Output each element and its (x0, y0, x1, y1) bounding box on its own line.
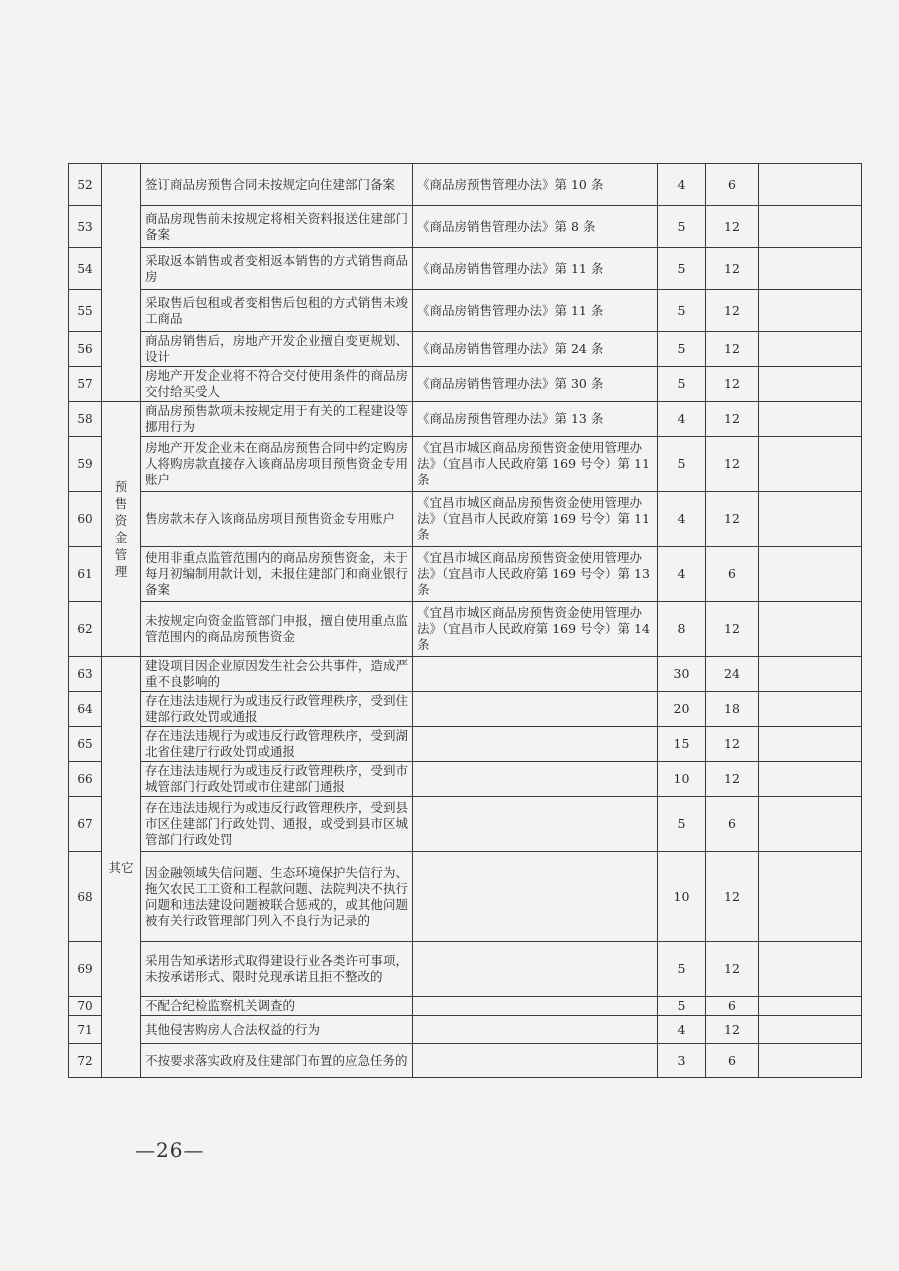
duration-value: 12 (706, 402, 759, 437)
legal-basis (413, 1016, 658, 1044)
violation-description: 存在违法违规行为或违反行政管理秩序，受到住建部行政处罚或通报 (141, 692, 413, 727)
legal-basis (413, 797, 658, 852)
remarks-cell (759, 492, 862, 547)
violation-description: 不配合纪检监察机关调查的 (141, 997, 413, 1016)
row-number: 64 (69, 692, 102, 727)
table-row (69, 727, 862, 762)
score-value: 4 (658, 164, 706, 206)
violation-description: 房地产开发企业未在商品房预售合同中约定购房人将购房款直接存入该商品房项目预售资金专用账户 (141, 437, 413, 492)
row-number: 65 (69, 727, 102, 762)
table-row (69, 332, 862, 367)
legal-basis (413, 727, 658, 762)
remarks-cell (759, 164, 862, 206)
table-row (69, 164, 862, 206)
duration-value: 12 (706, 206, 759, 248)
legal-basis (413, 997, 658, 1016)
remarks-cell (759, 602, 862, 657)
violation-description: 售房款未存入该商品房项目预售资金专用账户 (141, 492, 413, 547)
score-value: 5 (658, 997, 706, 1016)
table-row (69, 1044, 862, 1078)
duration-value: 12 (706, 942, 759, 997)
legal-basis: 《商品房预售管理办法》第 13 条 (413, 402, 658, 437)
duration-value: 6 (706, 1044, 759, 1078)
violation-description: 不按要求落实政府及住建部门布置的应急任务的 (141, 1044, 413, 1078)
score-value: 4 (658, 492, 706, 547)
duration-value: 12 (706, 852, 759, 942)
score-value: 20 (658, 692, 706, 727)
score-value: 30 (658, 657, 706, 692)
legal-basis: 《商品房预售管理办法》第 10 条 (413, 164, 658, 206)
violation-description: 采用告知承诺形式取得建设行业各类许可事项，未按承诺形式、限时兑现承诺且拒不整改的 (141, 942, 413, 997)
row-number: 54 (69, 248, 102, 290)
table-row (69, 547, 862, 602)
category-cell-presale-fund (102, 402, 141, 657)
row-number: 62 (69, 602, 102, 657)
duration-value: 6 (706, 164, 759, 206)
score-value: 4 (658, 1016, 706, 1044)
legal-basis (413, 692, 658, 727)
remarks-cell (759, 547, 862, 602)
row-number: 66 (69, 762, 102, 797)
duration-value: 6 (706, 547, 759, 602)
violation-description: 因金融领域失信问题、生态环境保护失信行为、拖欠农民工工资和工程款问题、法院判决不执行问题和违法建设问题被联合惩戒的，或其他问题被有关行政管理部门列入不良行为记录的 (141, 852, 413, 942)
duration-value: 12 (706, 1016, 759, 1044)
table-row (69, 290, 862, 332)
violation-description: 签订商品房预售合同未按规定向住建部门备案 (141, 164, 413, 206)
table-row (69, 692, 862, 727)
duration-value: 12 (706, 290, 759, 332)
row-number: 72 (69, 1044, 102, 1078)
row-number: 52 (69, 164, 102, 206)
remarks-cell (759, 290, 862, 332)
violation-description: 存在违法违规行为或违反行政管理秩序，受到湖北省住建厅行政处罚或通报 (141, 727, 413, 762)
page-number: —26— (135, 1138, 205, 1162)
duration-value: 12 (706, 248, 759, 290)
legal-basis: 《宜昌市城区商品房预售资金使用管理办法》（宜昌市人民政府第 169 号令）第 14 条 (413, 602, 658, 657)
table-row (69, 762, 862, 797)
score-value: 4 (658, 402, 706, 437)
remarks-cell (759, 248, 862, 290)
violation-description: 商品房现售前未按规定将相关资料报送住建部门备案 (141, 206, 413, 248)
row-number: 71 (69, 1016, 102, 1044)
duration-value: 18 (706, 692, 759, 727)
table-row (69, 402, 862, 437)
row-number: 57 (69, 367, 102, 402)
table-row (69, 852, 862, 942)
row-number: 67 (69, 797, 102, 852)
remarks-cell (759, 1044, 862, 1078)
score-value: 5 (658, 797, 706, 852)
violation-description: 未按规定向资金监管部门申报，擅自使用重点监管范围内的商品房预售资金 (141, 602, 413, 657)
row-number: 53 (69, 206, 102, 248)
remarks-cell (759, 797, 862, 852)
violation-description: 存在违法违规行为或违反行政管理秩序，受到市城管部门行政处罚或市住建部门通报 (141, 762, 413, 797)
remarks-cell (759, 437, 862, 492)
legal-basis (413, 852, 658, 942)
table-row (69, 367, 862, 402)
score-value: 4 (658, 547, 706, 602)
duration-value: 12 (706, 727, 759, 762)
remarks-cell (759, 402, 862, 437)
category-cell-other (102, 657, 141, 1078)
legal-basis: 《宜昌市城区商品房预售资金使用管理办法》（宜昌市人民政府第 169 号令）第 11 条 (413, 492, 658, 547)
score-value: 15 (658, 727, 706, 762)
violation-description: 房地产开发企业将不符合交付使用条件的商品房交付给买受人 (141, 367, 413, 402)
row-number: 69 (69, 942, 102, 997)
table-row (69, 797, 862, 852)
duration-value: 12 (706, 492, 759, 547)
row-number: 63 (69, 657, 102, 692)
remarks-cell (759, 692, 862, 727)
legal-basis: 《商品房销售管理办法》第 24 条 (413, 332, 658, 367)
score-value: 5 (658, 206, 706, 248)
table-row (69, 657, 862, 692)
legal-basis: 《商品房销售管理办法》第 30 条 (413, 367, 658, 402)
violation-description: 使用非重点监管范围内的商品房预售资金，未于每月初编制用款计划，未报住建部门和商业银行备案 (141, 547, 413, 602)
score-value: 8 (658, 602, 706, 657)
duration-value: 12 (706, 437, 759, 492)
score-value: 10 (658, 852, 706, 942)
table-row (69, 437, 862, 492)
violation-description: 采取返本销售或者变相返本销售的方式销售商品房 (141, 248, 413, 290)
score-value: 5 (658, 437, 706, 492)
legal-basis (413, 942, 658, 997)
remarks-cell (759, 762, 862, 797)
legal-basis: 《商品房销售管理办法》第 8 条 (413, 206, 658, 248)
score-value: 5 (658, 290, 706, 332)
score-value: 5 (658, 367, 706, 402)
row-number: 55 (69, 290, 102, 332)
legal-basis: 《宜昌市城区商品房预售资金使用管理办法》（宜昌市人民政府第 169 号令）第 11 条 (413, 437, 658, 492)
violation-description: 存在违法违规行为或违反行政管理秩序，受到县市区住建部门行政处罚、通报，或受到县市区城管部门行政处罚 (141, 797, 413, 852)
category-label: 其它 (108, 859, 134, 875)
table-row (69, 206, 862, 248)
duration-value: 12 (706, 602, 759, 657)
remarks-cell (759, 1016, 862, 1044)
violation-description: 采取售后包租或者变相售后包租的方式销售未竣工商品 (141, 290, 413, 332)
violation-description: 其他侵害购房人合法权益的行为 (141, 1016, 413, 1044)
row-number: 58 (69, 402, 102, 437)
violation-description: 商品房预售款项未按规定用于有关的工程建设等挪用行为 (141, 402, 413, 437)
table-row (69, 602, 862, 657)
table-row (69, 997, 862, 1016)
category-label: 预售资金管理 (114, 479, 128, 579)
legal-basis (413, 657, 658, 692)
duration-value: 12 (706, 762, 759, 797)
legal-basis: 《商品房销售管理办法》第 11 条 (413, 248, 658, 290)
remarks-cell (759, 332, 862, 367)
table-row (69, 942, 862, 997)
legal-basis: 《宜昌市城区商品房预售资金使用管理办法》（宜昌市人民政府第 169 号令）第 13 条 (413, 547, 658, 602)
row-number: 60 (69, 492, 102, 547)
duration-value: 12 (706, 367, 759, 402)
score-value: 10 (658, 762, 706, 797)
remarks-cell (759, 657, 862, 692)
score-value: 5 (658, 942, 706, 997)
legal-basis: 《商品房销售管理办法》第 11 条 (413, 290, 658, 332)
table-row (69, 492, 862, 547)
penalty-table (68, 163, 862, 1078)
remarks-cell (759, 942, 862, 997)
remarks-cell (759, 206, 862, 248)
remarks-cell (759, 727, 862, 762)
remarks-cell (759, 367, 862, 402)
row-number: 59 (69, 437, 102, 492)
score-value: 3 (658, 1044, 706, 1078)
duration-value: 6 (706, 997, 759, 1016)
remarks-cell (759, 852, 862, 942)
score-value: 5 (658, 248, 706, 290)
legal-basis (413, 1044, 658, 1078)
duration-value: 24 (706, 657, 759, 692)
row-number: 68 (69, 852, 102, 942)
table-row (69, 248, 862, 290)
violation-description: 商品房销售后，房地产开发企业擅自变更规划、设计 (141, 332, 413, 367)
score-value: 5 (658, 332, 706, 367)
duration-value: 6 (706, 797, 759, 852)
row-number: 61 (69, 547, 102, 602)
violation-description: 建设项目因企业原因发生社会公共事件，造成严重不良影响的 (141, 657, 413, 692)
remarks-cell (759, 997, 862, 1016)
legal-basis (413, 762, 658, 797)
duration-value: 12 (706, 332, 759, 367)
row-number: 56 (69, 332, 102, 367)
table-row (69, 1016, 862, 1044)
row-number: 70 (69, 997, 102, 1016)
category-cell-blank (102, 164, 141, 402)
